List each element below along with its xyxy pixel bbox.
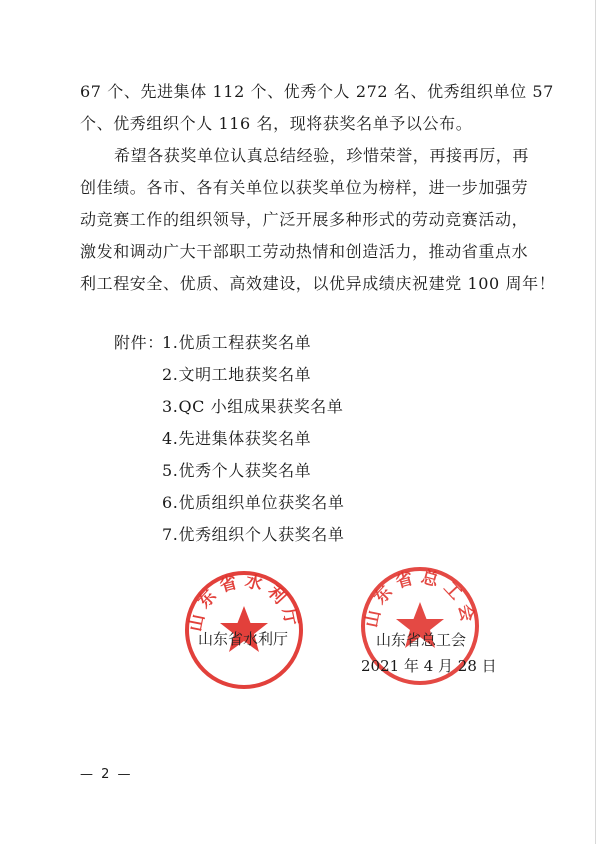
attachments-label: 附件：	[114, 333, 164, 352]
left-signatory-org: 山东省水利厅	[198, 630, 289, 648]
svg-text:山东省总工会: 山东省总工会	[361, 567, 479, 630]
body-line: 希望各获奖单位认真总结经验，珍惜荣誉，再接再厉，再	[114, 146, 530, 165]
body-line: 67 个、先进集体 112 个、优秀个人 272 名、优秀组织单位 57	[80, 82, 554, 101]
issue-date: 2021 年 4 月 28 日	[361, 657, 497, 675]
attachment-item: 2.文明工地获奖名单	[162, 365, 312, 384]
attachment-item: 5.优秀个人获奖名单	[162, 461, 312, 480]
body-line: 动竞赛工作的组织领导，广泛开展多种形式的劳动竞赛活动，	[80, 210, 529, 229]
attachment-item: 6.优质组织单位获奖名单	[162, 493, 345, 512]
body-line: 个、优秀组织个人 116 名，现将获奖名单予以公布。	[80, 114, 473, 133]
body-line: 利工程安全、优质、高效建设，以优异成绩庆祝建党 100 周年！	[80, 274, 556, 293]
attachment-item: 4.先进集体获奖名单	[162, 429, 312, 448]
attachment-item: 7.优秀组织个人获奖名单	[162, 525, 345, 544]
svg-text:山东省水利厅: 山东省水利厅	[185, 571, 303, 634]
attachment-item: 1.优质工程获奖名单	[162, 333, 312, 352]
body-line: 激发和调动广大干部职工劳动热情和创造活力，推动省重点水	[80, 242, 529, 261]
right-signatory-org: 山东省总工会	[376, 631, 467, 649]
attachment-item: 3.QC 小组成果获奖名单	[162, 397, 344, 416]
page-number: — 2 —	[80, 767, 133, 782]
body-line: 创佳绩。各市、各有关单位以获奖单位为榜样，进一步加强劳	[80, 178, 529, 197]
